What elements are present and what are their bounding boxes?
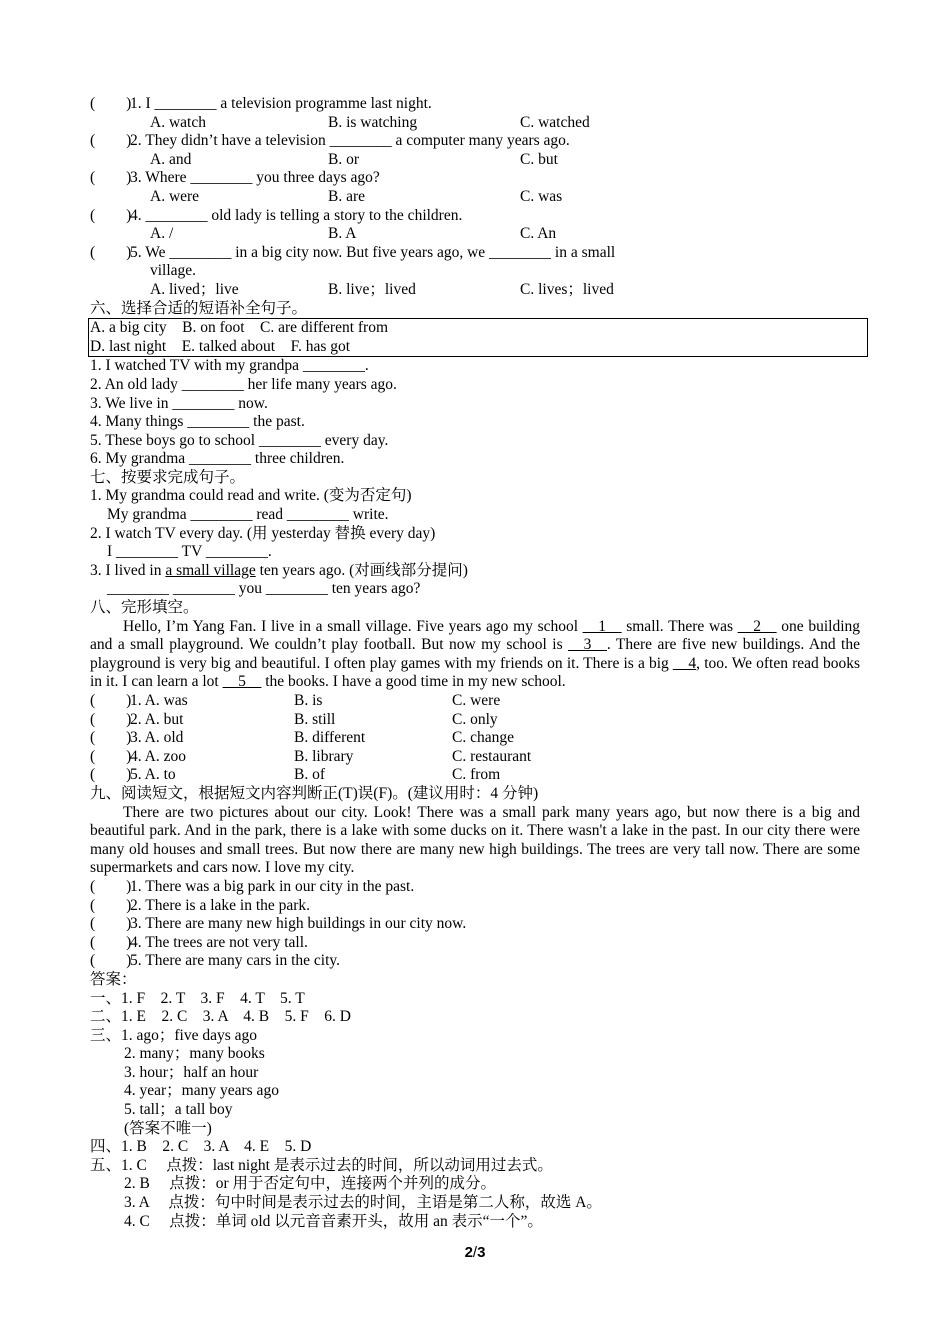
passage-text: . There are five new buildings. And the playground is very big and beautiful. I often play games with my friends on it. There is a big (90, 636, 860, 672)
option-a: 4. A. zoo (130, 747, 186, 765)
answer-line: 2. B 点拨：or 用于否定句中，连接两个并列的成分。 (124, 1175, 497, 1193)
part9-question (90, 934, 860, 953)
page-separator: / (472, 1244, 478, 1261)
answers-title: 答案： (90, 970, 137, 988)
part8-question (90, 711, 860, 730)
option-c: C. were (452, 692, 501, 709)
answer-line: 五、1. C 点拨：last night 是表示过去的时间，所以动词用过去式。 (90, 1156, 553, 1174)
question-stem: 2. There is a lake in the park. (130, 896, 311, 914)
answer-line: 四、1. B 2. C 3. A 4. E 5. D (90, 1138, 312, 1156)
question-stem: 4. The trees are not very tall. (130, 933, 308, 951)
answer-line: 三、1. ago；five days ago (90, 1026, 258, 1044)
underlined-phrase: a small village (165, 561, 256, 579)
part9-question (90, 952, 860, 971)
part8-question (90, 729, 860, 748)
part9-question (90, 878, 860, 897)
option-a: 1. A. was (130, 692, 188, 709)
answer-blank: ( ) (90, 952, 132, 970)
option-b: B. of (294, 766, 325, 784)
option-c: C. lives；lived (520, 280, 614, 298)
option-b: B. or (328, 150, 359, 168)
question-stem: 3. There are many new high buildings in our city now. (130, 915, 467, 933)
option-b: B. A (328, 225, 357, 243)
phrase-box-line: A. a big city B. on foot C. are different from (90, 319, 389, 337)
option-a: 5. A. to (130, 766, 176, 784)
part6-item: 5. These boys go to school ________ every day. (90, 431, 389, 449)
answer-line: 二、1. E 2. C 3. A 4. B 5. F 6. D (90, 1008, 351, 1026)
answer-blank: ( ) (90, 710, 132, 728)
phrase-box-line: D. last night E. talked about F. has got (90, 337, 351, 355)
option-a: 3. A. old (130, 729, 184, 747)
part6-item: 6. My grandma ________ three children. (90, 450, 345, 468)
part9-heading: 九、阅读短文，根据短文内容判断正(T)误(F)。(建议用时：4 分钟) (90, 784, 539, 802)
document-page (90, 95, 860, 1231)
page-current: 2 (464, 1244, 473, 1261)
answer-blank: ( ) (90, 243, 132, 261)
part8-question (90, 692, 860, 711)
option-b: B. are (328, 187, 366, 205)
answer-blank: ( ) (90, 766, 132, 784)
part6-heading: 六、选择合适的短语补全句子。 (90, 299, 308, 317)
part7-answer-line: I ________ TV ________. (107, 543, 272, 561)
answer-blank: ( ) (90, 877, 132, 895)
option-a: A. and (150, 150, 192, 168)
option-b: B. still (294, 710, 336, 728)
option-c: C. but (520, 150, 558, 168)
question-stem: 3. Where ________ you three days ago? (130, 169, 380, 187)
part7-question: 1. My grandma could read and write. (变为否定句) (90, 487, 412, 505)
answer-blank: ( ) (90, 933, 132, 951)
option-b: B. live；lived (328, 280, 416, 298)
answer-blank: ( ) (90, 132, 132, 150)
answer-line: 4. year；many years ago (124, 1082, 279, 1100)
answer-note: (答案不唯一) (124, 1119, 212, 1137)
part7-question: 2. I watch TV every day. (用 yesterday 替换 every day) (90, 524, 436, 542)
question-stem: 1. There was a big park in our city in the past. (130, 877, 415, 895)
part7-question (90, 562, 860, 581)
answer-blank: ( ) (90, 896, 132, 914)
option-c: C. was (520, 187, 563, 205)
question-stem: 2. They didn’t have a television ________ a computer many years ago. (130, 132, 570, 150)
option-b: B. is watching (328, 113, 418, 131)
passage-text: Hello, I’m Yang Fan. I live in a small village. Five years ago my school (123, 617, 583, 635)
option-a: A. lived；live (150, 280, 239, 298)
passage-text: the books. I have a good time in my new school. (261, 673, 566, 691)
option-a: A. watch (150, 113, 206, 131)
option-b: B. is (294, 692, 323, 709)
part9-question (90, 915, 860, 934)
option-a: A. / (150, 225, 174, 243)
q3-text: 3. I lived in (90, 561, 166, 579)
question-stem-cont: village. (150, 262, 197, 280)
cloze-blank: __2__ (737, 617, 777, 635)
phrase-box (88, 318, 868, 357)
option-c: C. only (452, 710, 498, 728)
question-stem: 5. We ________ in a big city now. But five years ago, we ________ in a small (130, 243, 616, 261)
option-c: C. restaurant (452, 747, 532, 765)
passage-text: one building and a small playground. We couldn’t play football. But now my school is (90, 617, 860, 654)
part7-heading: 七、按要求完成句子。 (90, 468, 246, 486)
part9-question (90, 897, 860, 916)
part5-q2 (90, 132, 860, 169)
part6-item: 2. An old lady ________ her life many years ago. (90, 375, 397, 393)
option-a: 2. A. but (130, 710, 184, 728)
part6-item: 1. I watched TV with my grandpa ________. (90, 357, 369, 375)
cloze-blank: __3__ (568, 636, 607, 654)
option-c: C. watched (520, 113, 590, 131)
answer-line: 3. hour；half an hour (124, 1063, 259, 1081)
cloze-passage (90, 618, 860, 692)
part8-heading: 八、完形填空。 (90, 599, 199, 617)
passage-text: , too. We often read books in it. I can learn a lot (90, 654, 860, 691)
reading-passage: There are two pictures about our city. Look! There was a small park many years ago, but now there is a big and beautiful park. And in the park, there is a lake with some ducks on it. There wasn't a lake in the past. In our city there were many old houses and small trees. But now there are many new high buildings. The trees are very tall now. There are some supermarkets and cars now. I love my city. (90, 803, 860, 877)
answer-blank: ( ) (90, 747, 132, 765)
question-stem: 5. There are many cars in the city. (130, 952, 341, 970)
answer-blank: ( ) (90, 729, 132, 747)
option-c: C. from (452, 766, 501, 784)
part7-answer-line: ________ ________ you ________ ten years ago? (107, 580, 421, 598)
part5-q3 (90, 169, 860, 206)
q3-text: ten years ago. (对画线部分提问) (255, 561, 468, 579)
answer-line: 5. tall；a tall boy (124, 1101, 233, 1119)
part7-answer-line: My grandma ________ read ________ write. (107, 506, 389, 524)
answer-line: 2. many；many books (124, 1045, 265, 1063)
option-c: C. An (520, 225, 557, 243)
part6-item: 3. We live in ________ now. (90, 394, 268, 412)
cloze-blank: __4 (672, 654, 697, 672)
part6-item: 4. Many things ________ the past. (90, 413, 305, 431)
answer-blank: ( ) (90, 95, 132, 112)
option-c: C. change (452, 729, 514, 747)
part5-q4 (90, 207, 860, 244)
part5-q5 (90, 244, 860, 300)
part8-question (90, 748, 860, 767)
cloze-blank: __1__ (582, 617, 622, 635)
cloze-blank: __5__ (222, 673, 262, 691)
part8-question (90, 766, 860, 785)
answer-line: 一、1. F 2. T 3. F 4. T 5. T (90, 989, 305, 1007)
option-b: B. different (294, 729, 366, 747)
passage-text: small. There was (621, 617, 738, 635)
part5-q1 (90, 95, 860, 132)
answer-line: 3. A 点拨：句中时间是表示过去的时间，主语是第二人称，故选 A。 (124, 1194, 602, 1212)
answer-line: 4. C 点拨：单词 old 以元音音素开头，故用 an 表示“一个”。 (124, 1212, 543, 1230)
answer-blank: ( ) (90, 169, 132, 187)
question-stem: 1. I ________ a television programme last night. (130, 95, 432, 112)
answer-blank: ( ) (90, 206, 132, 224)
question-stem: 4. ________ old lady is telling a story to the children. (130, 206, 463, 224)
page-number (0, 1244, 950, 1261)
answer-blank: ( ) (90, 692, 132, 709)
page-total: 3 (477, 1244, 486, 1261)
option-a: A. were (150, 187, 200, 205)
option-b: B. library (294, 747, 354, 765)
answer-blank: ( ) (90, 915, 132, 933)
